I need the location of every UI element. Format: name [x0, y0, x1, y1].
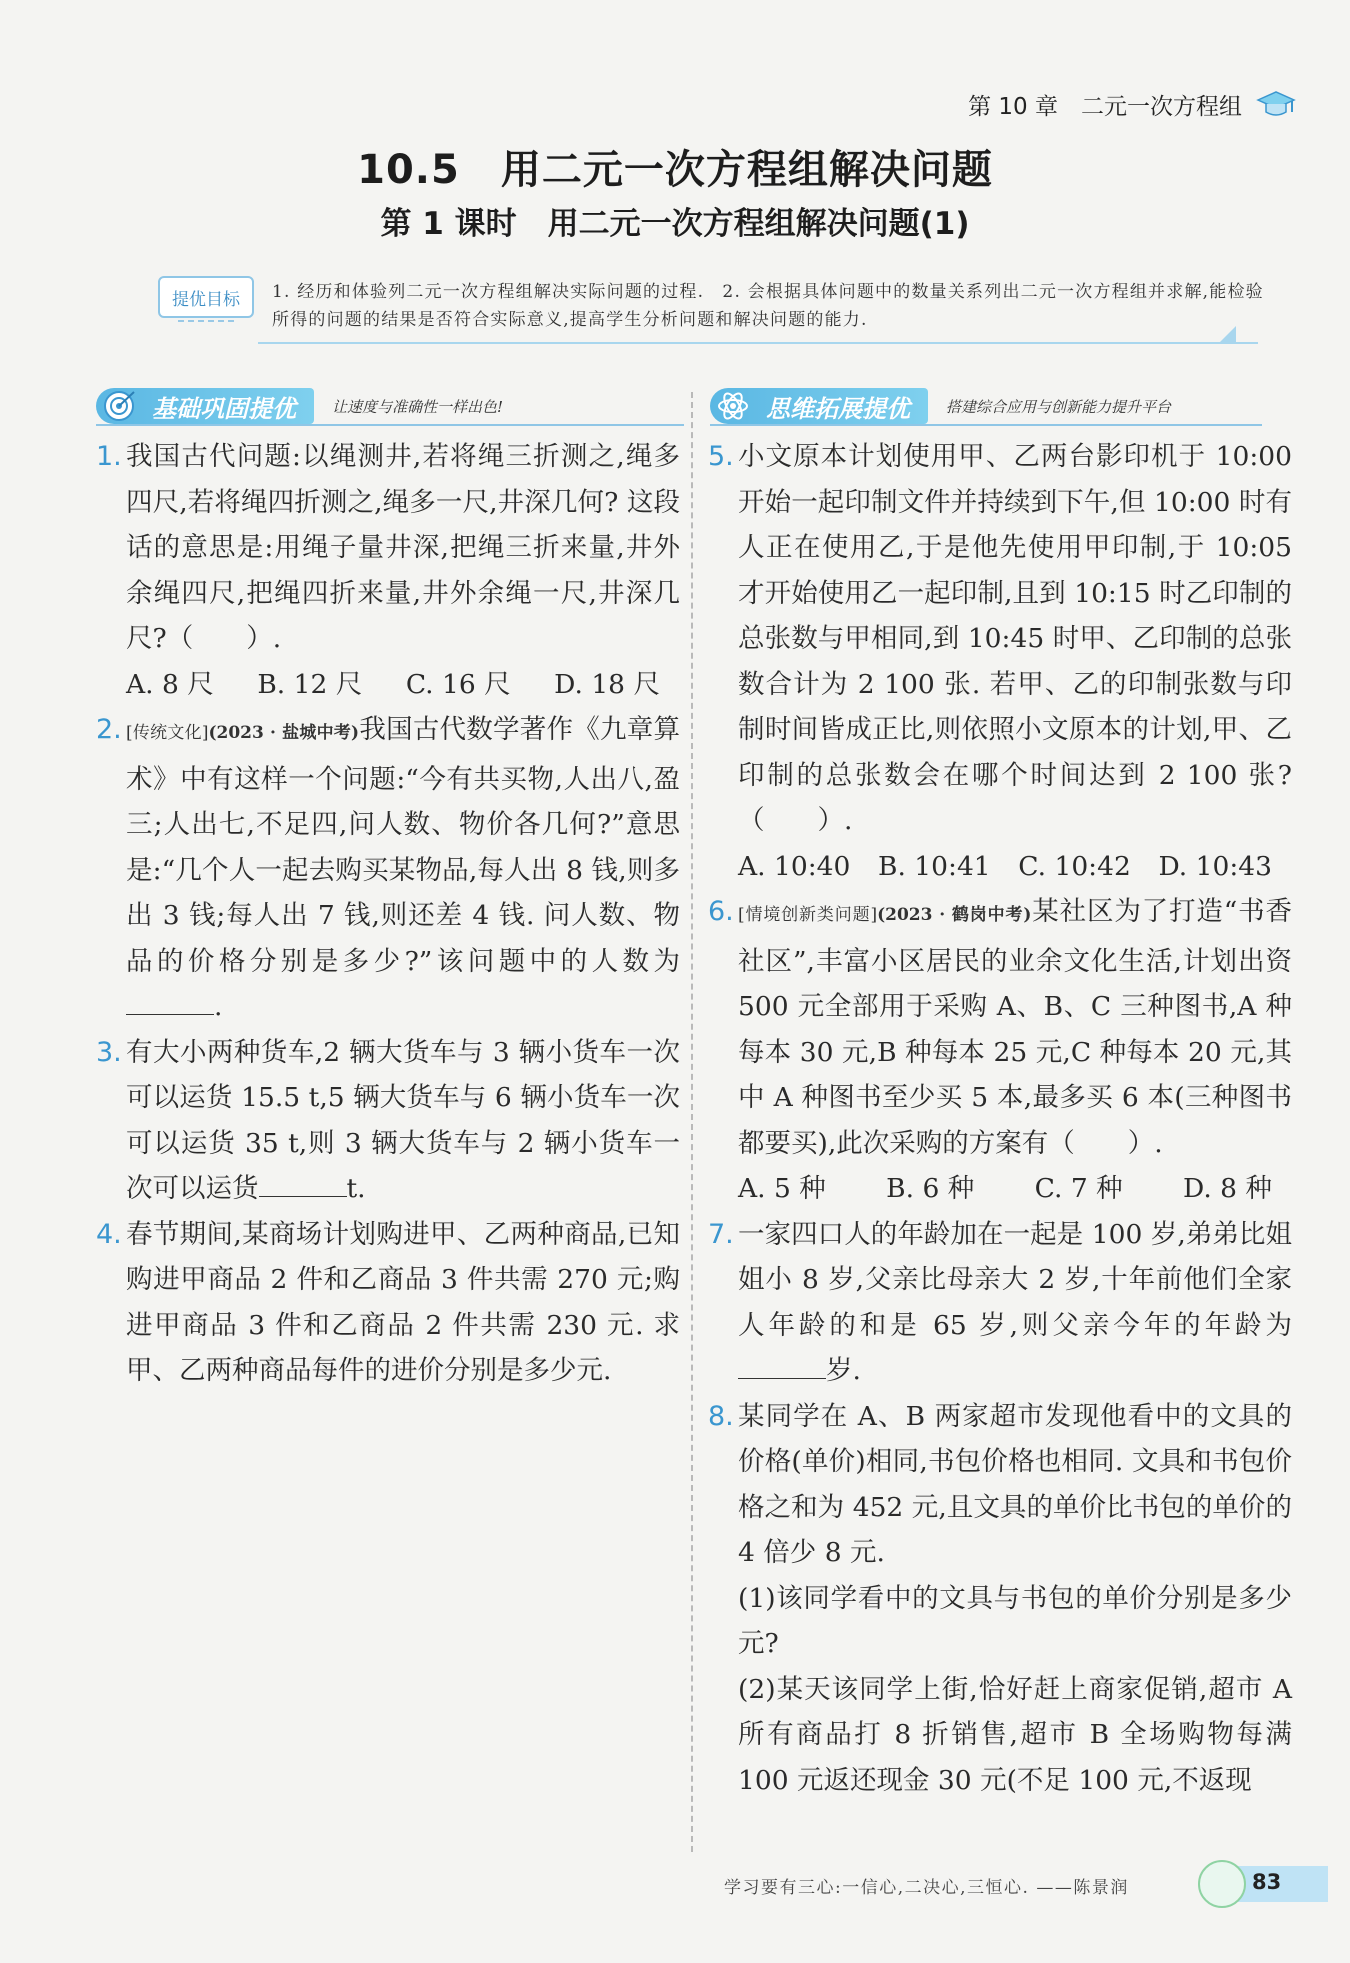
answer-options [738, 1166, 1292, 1212]
question-7 [708, 1212, 1292, 1394]
question-body [126, 707, 680, 1030]
goal-tag: 提优目标 [158, 276, 254, 318]
option-b: B. 6 种 [886, 1173, 975, 1204]
option-c: C. 16 尺 [405, 668, 511, 700]
section-title: 10.5 用二元一次方程组解决问题 [357, 147, 993, 193]
option-c: C. 10:42 [1018, 850, 1131, 882]
banner-title: 基础巩固提优 [152, 394, 296, 423]
question-text: 有大小两种货车,2 辆大货车与 3 辆小货车一次可以运货 15.5 t,5 辆大货车与 6 辆小货车一次可以运货 35 t,则 3 辆大货车与 2 辆小货车一次可以运货 [126, 1036, 680, 1204]
option-d: D. 8 种 [1183, 1173, 1272, 1204]
question-text: 小文原本计划使用甲、乙两台影印机于 10:00 开始一起印制文件并持续到下午,但 10:00 时有人正在使用乙,于是他先使用甲印制,于 10:05 才开始使用乙一起印制,且到 10:15 时乙印制的总张数与甲相同,到 10:45 时甲、乙印制的总张数合计为 2 100 张. 若甲、乙的印制张数与印制时间皆成正比,则依照小文原本的计划,甲、乙印制的总张数会在哪个时间达到 2 100 张?（ ）. [738, 441, 1292, 836]
target-icon [102, 390, 136, 422]
option-a: A. 5 种 [738, 1173, 826, 1204]
question-end: t. [346, 1173, 366, 1204]
section-banner-basic [96, 386, 684, 426]
question-4 [96, 1212, 680, 1394]
option-c: C. 7 种 [1034, 1173, 1123, 1204]
answer-blank[interactable] [259, 1170, 347, 1197]
goal-underline [258, 342, 1258, 344]
banner-underline [710, 424, 1262, 426]
question-number: 7. [708, 1218, 734, 1250]
question-3 [96, 1030, 680, 1212]
question-2 [96, 707, 680, 1030]
question-number: 1. [96, 441, 122, 472]
column-divider [691, 392, 693, 1852]
question-body [126, 1030, 680, 1212]
left-column [96, 434, 680, 1394]
goal-corner-decoration [1220, 326, 1236, 342]
learning-goal-box [158, 276, 1264, 338]
question-number: 8. [708, 1400, 734, 1432]
option-d: D. 18 尺 [554, 668, 660, 700]
sub-question-1: (1)该同学看中的文具与书包的单价分别是多少元? [738, 1582, 1292, 1659]
option-d: D. 10:43 [1158, 850, 1272, 882]
footer-quote: 学习要有三心:一信心,二决心,三恒心. ——陈景润 [724, 1878, 1129, 1898]
banner-underline [96, 424, 684, 426]
banner-title: 思维拓展提优 [766, 394, 910, 423]
section-banner-extension [710, 386, 1262, 426]
answer-blank[interactable] [738, 1352, 826, 1379]
option-b: B. 12 尺 [257, 668, 363, 700]
source-exam: (2023 · 盐城中考) [208, 723, 360, 743]
chapter-header [968, 88, 1296, 121]
question-text: 某同学在 A、B 两家超市发现他看中的文具的价格(单价)相同,书包价格也相同. 文具和书包价格之和为 452 元,且文具的单价比书包的单价的 4 倍少 8 元. [738, 1400, 1292, 1568]
swirl-icon [1198, 1860, 1246, 1908]
question-text: 一家四口人的年龄加在一起是 100 岁,弟弟比姐姐小 8 岁,父亲比母亲大 2 岁,十年前他们全家人年龄的和是 65 岁,则父亲今年的年龄为 [738, 1218, 1292, 1341]
question-text: 我国古代数学著作《九章算术》中有这样一个问题:“今有共买物,人出八,盈三;人出七,不足四,问人数、物价各几何?”意思是:“几个人一起去购买某物品,每人出 8 钱,则多出 3 钱;每人出 7 钱,则还差 4 钱. 问人数、物品的价格分别是多少?”该问题中的人数为 [126, 714, 680, 977]
goal-tag-decoration [178, 320, 234, 322]
banner-slogan: 让速度与准确性一样出色! [332, 397, 504, 416]
answer-blank[interactable] [126, 988, 214, 1015]
option-a: A. 8 尺 [126, 668, 214, 700]
question-number: 6. [708, 896, 734, 927]
banner-pill [710, 388, 928, 424]
goal-text: 1. 经历和体验列二元一次方程组解决实际问题的过程. 2. 会根据具体问题中的数量关系列出二元一次方程组并求解,能检验所得的问题的结果是否符合实际意义,提高学生分析问题和解决问题的能力. [272, 282, 1264, 330]
sub-question-2: (2)某天该同学上街,恰好赶上商家促销,超市 A 所有商品打 8 折销售,超市 B 全场购物每满 100 元返还现金 30 元(不足 100 元,不返现 [738, 1673, 1292, 1796]
question-number: 3. [96, 1036, 122, 1068]
banner-pill [96, 388, 314, 424]
question-text: 某社区为了打造“书香社区”,丰富小区居民的业余文化生活,计划出资 500 元全部用于采购 A、B、C 三种图书,A 种每本 30 元,B 种每本 25 元,C 种每本 20 元,其中 A 种图书至少买 5 本,最多买 6 本(三种图书都要买),此次采购的方案有（ ）. [738, 896, 1292, 1159]
question-1 [96, 434, 680, 707]
right-column [708, 434, 1292, 1803]
question-text: 春节期间,某商场计划购进甲、乙两种商品,已知购进甲商品 2 件和乙商品 3 件共需 270 元;购进甲商品 3 件和乙商品 2 件共需 230 元. 求甲、乙两种商品每件的进价分别是多少元. [126, 1218, 680, 1386]
source-tag: [情境创新类问题] [738, 905, 878, 925]
graduation-cap-icon [1256, 90, 1296, 120]
question-number: 5. [708, 441, 734, 472]
lesson-title: 第 1 课时 用二元一次方程组解决问题(1) [380, 206, 970, 242]
question-end: . [214, 991, 223, 1022]
option-b: B. 10:41 [877, 850, 991, 882]
question-number: 4. [96, 1218, 122, 1250]
atom-icon [716, 390, 750, 422]
question-text: 我国古代问题:以绳测井,若将绳三折测之,绳多四尺,若将绳四折测之,绳多一尺,井深几何? 这段话的意思是:用绳子量井深,把绳三折来量,井外余绳四尺,把绳四折来量,井外余绳一尺,井深几尺?（ ）. [126, 441, 680, 654]
answer-options [126, 662, 680, 708]
source-exam: (2023 · 鹤岗中考) [877, 905, 1032, 925]
source-tag: [传统文化] [126, 723, 209, 743]
page-number: 83 [1252, 1870, 1282, 1894]
question-body [738, 889, 1292, 1166]
question-body [738, 1212, 1292, 1394]
answer-options [738, 844, 1292, 890]
question-8 [708, 1394, 1292, 1804]
option-a: A. 10:40 [738, 850, 851, 882]
chapter-label: 第 10 章 二元一次方程组 [968, 94, 1242, 120]
question-6 [708, 889, 1292, 1212]
question-end: 岁. [826, 1355, 861, 1386]
question-number: 2. [96, 714, 122, 745]
banner-slogan: 搭建综合应用与创新能力提升平台 [946, 397, 1172, 416]
question-5 [708, 434, 1292, 889]
